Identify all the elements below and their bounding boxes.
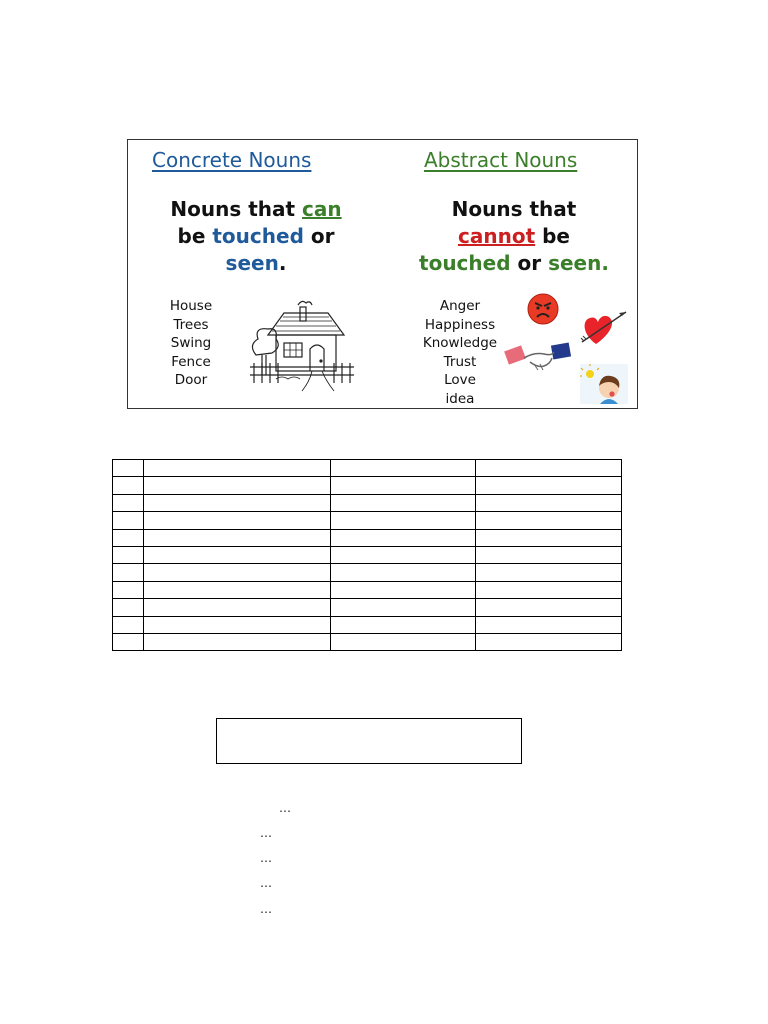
table-cell[interactable] [144, 460, 331, 477]
list-item: Trust [443, 353, 477, 370]
definition-keyword-touched: touched [212, 224, 304, 248]
concrete-definition [146, 196, 366, 277]
table-row [113, 633, 622, 650]
abstract-definition [404, 196, 624, 277]
table-cell[interactable] [476, 599, 622, 616]
table-cell[interactable] [144, 599, 331, 616]
answer-line-dots: … [260, 851, 273, 865]
table-cell[interactable] [476, 546, 622, 563]
table-cell[interactable] [331, 546, 476, 563]
list-item: idea [445, 390, 475, 407]
table-row [113, 564, 622, 581]
blank-answer-box[interactable] [216, 718, 522, 764]
definition-keyword-can: can [302, 197, 342, 221]
table-cell[interactable] [113, 616, 144, 633]
definition-text: be [542, 224, 570, 248]
table-cell[interactable] [113, 564, 144, 581]
concrete-nouns-title: Concrete Nouns [152, 148, 312, 172]
table-cell[interactable] [476, 581, 622, 598]
table-cell[interactable] [113, 460, 144, 477]
definition-keyword-cannot: cannot [458, 224, 536, 248]
definition-text: or [517, 251, 542, 275]
table-cell[interactable] [113, 529, 144, 546]
table-cell[interactable] [476, 529, 622, 546]
table-cell[interactable] [331, 529, 476, 546]
answer-line-dots: … [260, 902, 273, 916]
definition-keyword-touched: touched [419, 251, 511, 275]
table-row [113, 529, 622, 546]
idea-person-icon [580, 364, 628, 404]
abstract-nouns-title: Abstract Nouns [424, 148, 578, 172]
list-item: Love [444, 372, 476, 388]
table-cell[interactable] [144, 529, 331, 546]
list-item: Knowledge [422, 335, 498, 351]
answer-line-dots: … [279, 801, 292, 815]
table-cell[interactable] [331, 564, 476, 581]
list-item: Trees [173, 316, 209, 333]
table-cell[interactable] [144, 494, 331, 511]
table-cell[interactable] [331, 599, 476, 616]
table-cell[interactable] [144, 616, 331, 633]
list-item: House [169, 298, 213, 314]
table-cell[interactable] [476, 512, 622, 529]
concrete-word-list [156, 297, 226, 390]
table-cell[interactable] [476, 616, 622, 633]
table-cell[interactable] [144, 546, 331, 563]
table-cell[interactable] [113, 599, 144, 616]
table-row [113, 616, 622, 633]
table-cell[interactable] [144, 581, 331, 598]
angry-face-icon [526, 292, 560, 326]
table-cell[interactable] [113, 477, 144, 494]
table-cell[interactable] [331, 512, 476, 529]
definition-text: Nouns that [170, 197, 296, 221]
noun-chart-card [127, 139, 638, 409]
table-cell[interactable] [476, 477, 622, 494]
heart-arrow-icon [580, 308, 630, 348]
blank-answer-table [112, 459, 622, 651]
table-cell[interactable] [331, 460, 476, 477]
table-cell[interactable] [331, 494, 476, 511]
table-row [113, 477, 622, 494]
list-item: Happiness [424, 316, 496, 333]
definition-keyword-seen: seen [548, 251, 602, 275]
table-cell[interactable] [476, 564, 622, 581]
table-cell[interactable] [113, 546, 144, 563]
table-cell[interactable] [113, 494, 144, 511]
answer-line-dots: … [260, 876, 273, 890]
table-cell[interactable] [113, 512, 144, 529]
table-row [113, 581, 622, 598]
table-cell[interactable] [144, 564, 331, 581]
answer-line-dots: … [260, 826, 273, 840]
list-item: Swing [170, 335, 212, 351]
definition-text: or [310, 224, 335, 248]
table-cell[interactable] [113, 633, 144, 650]
table-cell[interactable] [476, 494, 622, 511]
table-cell[interactable] [331, 633, 476, 650]
definition-period: . [601, 251, 609, 275]
table-cell[interactable] [113, 581, 144, 598]
house-illustration [246, 295, 358, 395]
definition-period: . [278, 251, 287, 275]
handshake-icon [504, 338, 576, 378]
table-row [113, 494, 622, 511]
definition-text: Nouns that [451, 197, 577, 221]
list-item: Fence [171, 353, 211, 370]
table-row [113, 460, 622, 477]
table-cell[interactable] [144, 512, 331, 529]
list-item: Door [174, 372, 208, 388]
table-row [113, 512, 622, 529]
table-row [113, 599, 622, 616]
table-cell[interactable] [331, 477, 476, 494]
table-cell[interactable] [331, 581, 476, 598]
list-item: Anger [439, 298, 481, 314]
abstract-word-list [414, 297, 506, 408]
table-cell[interactable] [144, 633, 331, 650]
definition-keyword-seen: seen [225, 251, 279, 275]
definition-text: be [177, 224, 206, 248]
table-cell[interactable] [476, 633, 622, 650]
table-cell[interactable] [476, 460, 622, 477]
table-cell[interactable] [144, 477, 331, 494]
table-cell[interactable] [331, 616, 476, 633]
table-row [113, 546, 622, 563]
